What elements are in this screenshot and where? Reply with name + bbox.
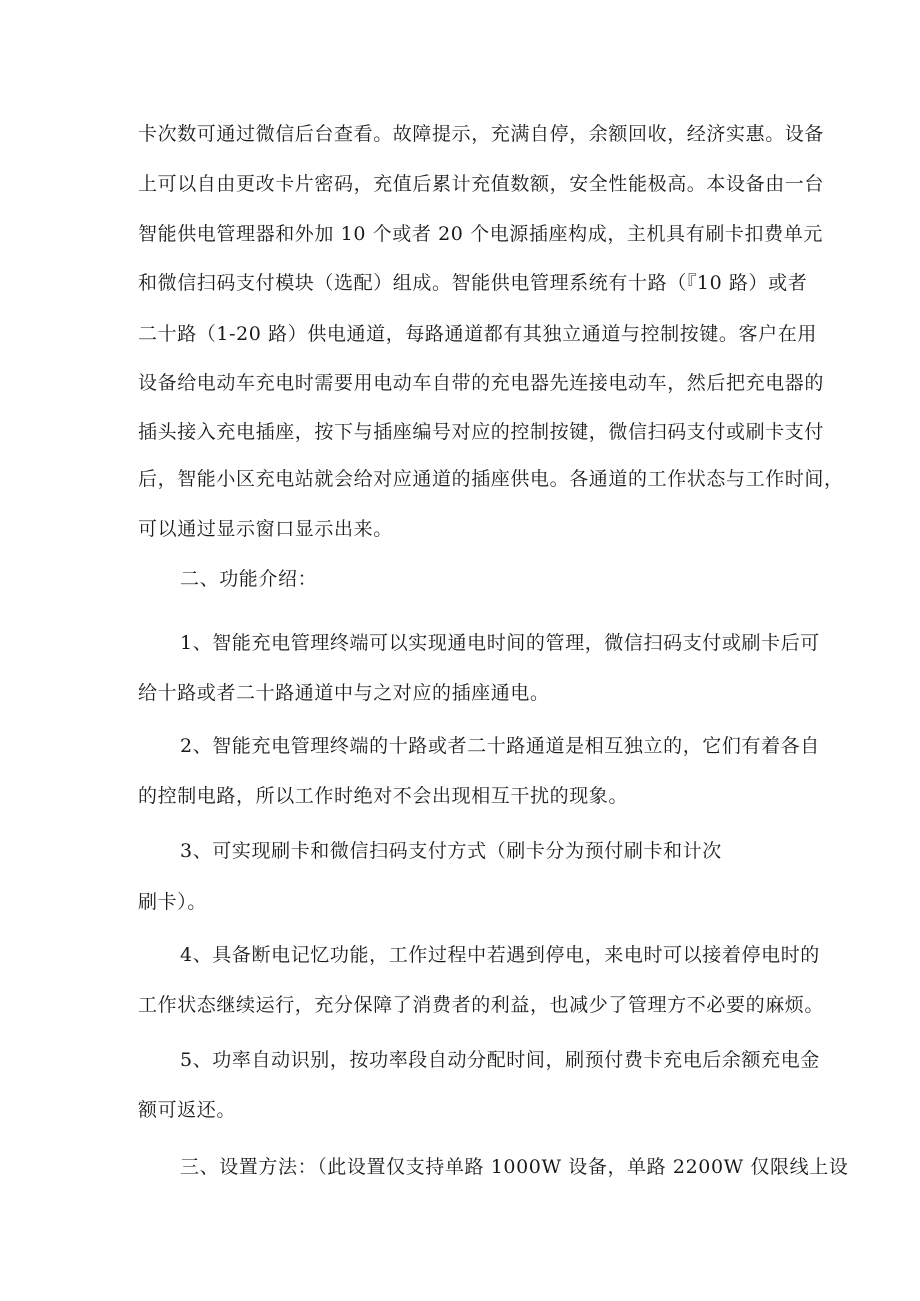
- section-3-heading: 三、设置方法：（此设置仅支持单路 1000W 设备，单路 2200W 仅限线上设: [180, 1156, 849, 1178]
- item-4-line-2: 工作状态继续运行，充分保障了消费者的利益，也减少了管理方不必要的麻烦。: [138, 994, 825, 1016]
- item-1-line-1: 1、智能充电管理终端可以实现通电时间的管理，微信扫码支付或刷卡后可: [180, 632, 820, 654]
- item-4-line-1: 4、具备断电记忆功能，工作过程中若遇到停电，来电时可以接着停电时的: [180, 944, 820, 966]
- intro-line-1: 卡次数可通过微信后台查看。故障提示，充满自停，余额回收，经济实惠。设备: [138, 123, 825, 145]
- intro-line-6: 设备给电动车充电时需要用电动车自带的充电器先连接电动车，然后把充电器的: [138, 372, 825, 394]
- intro-line-3: 智能供电管理器和外加 10 个或者 20 个电源插座构成，主机具有刷卡扣费单元: [138, 223, 823, 245]
- item-5-line-1: 5、功率自动识别，按功率段自动分配时间，刷预付费卡充电后余额充电金: [180, 1049, 820, 1071]
- item-5-line-2: 额可返还。: [138, 1099, 237, 1121]
- intro-line-9: 可以通过显示窗口显示出来。: [138, 518, 393, 540]
- item-1-line-2: 给十路或者二十路通道中与之对应的插座通电。: [138, 682, 550, 704]
- intro-line-8: 后，智能小区充电站就会给对应通道的插座供电。各通道的工作状态与工作时间，: [138, 468, 844, 490]
- item-2-line-1: 2、智能充电管理终端的十路或者二十路通道是相互独立的，它们有着各自: [180, 735, 820, 757]
- intro-line-4: 和微信扫码支付模块（选配）组成。智能供电管理系统有十路（『10 路）或者: [138, 272, 808, 294]
- intro-line-2: 上可以自由更改卡片密码，充值后累计充值数额，安全性能极高。本设备由一台: [138, 173, 825, 195]
- item-3-line-1: 3、可实现刷卡和微信扫码支付方式（刷卡分为预付刷卡和计次: [180, 840, 722, 862]
- item-2-line-2: 的控制电路，所以工作时绝对不会出现相互干扰的现象。: [138, 785, 629, 807]
- intro-line-5: 二十路（1-20 路）供电通道，每路通道都有其独立通道与控制按键。客户在用: [138, 323, 817, 345]
- item-3-line-2: 刷卡）。: [138, 891, 207, 913]
- intro-line-7: 插头接入充电插座，按下与插座编号对应的控制按键，微信扫码支付或刷卡支付: [138, 421, 825, 443]
- section-2-heading: 二、功能介绍：: [180, 568, 318, 590]
